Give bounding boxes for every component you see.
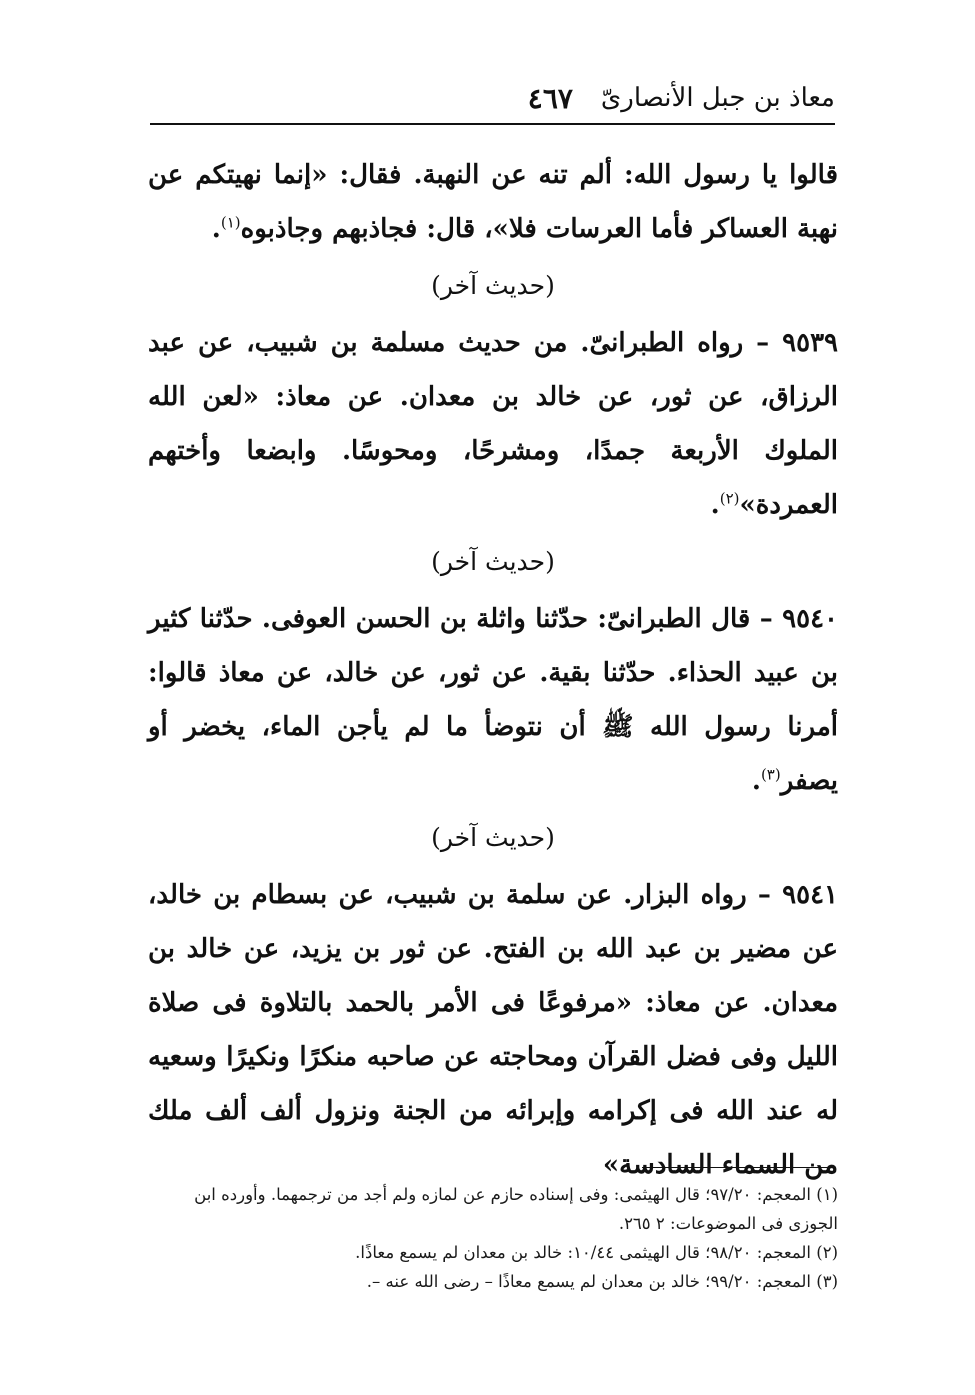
hadith-9540 <box>148 592 838 808</box>
hadith-9541 <box>148 868 838 1192</box>
footnote-1: (١) المعجم: ٩٧/٢٠؛ قال الهيثمى: وفى إسناده حازم عن لمازه ولم أجد من ترجمهما. وأورده ابن الجوزى فى الموضوعات: ٢ ٢٦٥. <box>194 1185 838 1233</box>
hadith-9539 <box>148 316 838 532</box>
hadith-number: ٩٥٤٠ <box>782 604 838 634</box>
hadith-number: ٩٥٤١ <box>782 880 838 910</box>
hadith-9539-text: – رواه الطبرانىّ. من حديث مسلمة بن شبيب، عن عبد الرزاق، عن ثور، عن خالد بن معدان. عن معاذ: «لعن الله الملوك الأربعة جمدًا، ومشرحًا، ومحوسًا. وابضعا وأختهم العمردة» <box>148 328 838 520</box>
running-head-title: معاذ بن جبل الأنصارىّ <box>600 83 835 113</box>
main-text <box>148 148 838 1192</box>
section-heading-3: (حديث آخر) <box>431 823 555 852</box>
paragraph-1-end: . <box>211 214 221 244</box>
paragraph-1-text: قالوا يا رسول الله: ألم تنه عن النهبة. فقال: «إنما نهيتكم عن نهبة العساكر فأما العرسات فلا»، قال: فجاذبهم وجاذبوه <box>148 160 838 244</box>
hadith-9540-end: . <box>751 766 761 796</box>
footnote-3: (٣) المعجم: ٩٩/٢٠؛ خالد بن معدان لم يسمع معاذًا – رضى الله عنه –. <box>366 1272 838 1291</box>
hadith-number: ٩٥٣٩ <box>782 328 838 358</box>
footnote-rule <box>642 1167 832 1168</box>
hadith-9541-text: – رواه البزار. عن سلمة بن شبيب، عن بسطام بن خالد، عن مضير بن عبد الله بن الفتح. عن ثور بن يزيد، عن خالد بن معدان. عن معاذ: «مرفوعًا فى الأمر بالحمد بالتلاوة فى صلاة الليل وفى فضل القرآن ومحاجته عن صاحبه منكرًا ونكيرًا وسعيه له عند الله فى إكرامه وإبرائه من الجنة ونزول ألف ألف ملك من السماء السادسة» <box>148 880 838 1180</box>
section-heading-1: (حديث آخر) <box>431 271 555 300</box>
footnote-ref-3[interactable]: (٣) <box>760 765 781 784</box>
hadith-9539-end: . <box>710 490 720 520</box>
page-number: ٤٦٧ <box>527 81 573 115</box>
footnote-ref-2[interactable]: (٢) <box>719 489 740 508</box>
paragraph-1 <box>148 148 838 256</box>
header-rule <box>150 123 835 125</box>
section-heading-2: (حديث آخر) <box>431 547 555 576</box>
running-head <box>150 78 835 118</box>
footnote-ref-1[interactable]: (١) <box>220 213 241 232</box>
footnotes <box>148 1180 838 1296</box>
footnote-2: (٢) المعجم: ٩٨/٢٠؛ قال الهيثمى ١٠/٤٤: خالد بن معدان لم يسمع معاذًا. <box>355 1243 838 1262</box>
hadith-9540-text: – قال الطبرانىّ: حدّثنا واثلة بن الحسن العوفى. حدّثنا كثير بن عبيد الحذاء. حدّثنا بقية. عن ثور، عن خالد، عن معاذ قالوا: أمرنا رسول الله ﷺ أن نتوضأ ما لم يأجن الماء، يخضر أو يصفر <box>148 604 838 796</box>
